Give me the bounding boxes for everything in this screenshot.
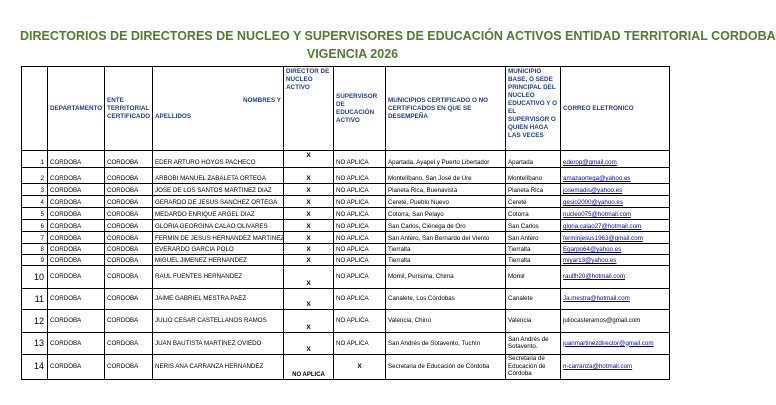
email-link[interactable]: josemadis@yahoo.es: [561, 184, 670, 196]
row-number: 11: [22, 289, 48, 310]
cell-municipios: Momil, Purísima, Chima: [386, 266, 506, 289]
cell-director: X: [284, 333, 334, 355]
header-num: [22, 67, 48, 151]
cell-director: X: [284, 168, 334, 184]
cell-supervisor: NO APLICA: [334, 151, 386, 168]
header-nombres: NOMBRES Y: [242, 96, 281, 104]
header-correo: CORREO ELETRONICO: [561, 67, 670, 151]
cell-departamento: CORDOBA: [48, 333, 105, 355]
cell-correo: juliocasteramos@gmail.com: [561, 310, 670, 333]
email-link[interactable]: raulfh20@hotmail.com: [561, 266, 670, 289]
cell-director: X: [284, 220, 334, 232]
cell-municipios: San Antero, San Bernardo del Viento: [386, 232, 506, 244]
cell-ente: CORDOBA: [105, 355, 153, 380]
email-link[interactable]: miyar13@yahoo.es: [561, 255, 670, 266]
cell-director: X: [284, 255, 334, 266]
cell-supervisor: NO APLICA: [334, 244, 386, 255]
row-number: 13: [22, 333, 48, 355]
table-row: [22, 289, 670, 310]
cell-departamento: CORDOBA: [48, 289, 105, 310]
cell-municipios: San Carlos, Ciénega de Oro: [386, 220, 506, 232]
cell-municipio-base: Montelíbano: [506, 168, 561, 184]
cell-supervisor: NO APLICA: [334, 310, 386, 333]
cell-departamento: CORDOBA: [48, 168, 105, 184]
row-number: 7: [22, 232, 48, 244]
header-municipio-base: MUNICIPIO BASE, O SEDE PRINCIPAL DEL NUCLEO EDUCATIVO Y O EL SUPERVISOR O QUIEN HAGA LAS VECES: [506, 67, 561, 151]
row-number: 5: [22, 208, 48, 220]
cell-departamento: CORDOBA: [48, 244, 105, 255]
cell-departamento: CORDOBA: [48, 151, 105, 168]
cell-director: X: [284, 289, 334, 310]
header-row: [22, 67, 670, 151]
cell-supervisor: NO APLICA: [334, 220, 386, 232]
header-nombres-apellidos: [153, 67, 284, 151]
cell-ente: CORDOBA: [105, 244, 153, 255]
cell-director: X: [284, 184, 334, 196]
cell-municipio-base: Cereté: [506, 196, 561, 208]
cell-municipios: Apartada, Ayapel y Puerto Libertador: [386, 151, 506, 168]
cell-ente: CORDOBA: [105, 255, 153, 266]
cell-director: X: [284, 151, 334, 168]
row-number: 12: [22, 310, 48, 333]
cell-municipio-base: Canalete: [506, 289, 561, 310]
cell-director: X: [284, 244, 334, 255]
cell-municipios: Tierralta: [386, 255, 506, 266]
header-apellidos: APELLIDOS: [155, 112, 192, 120]
cell-departamento: CORDOBA: [48, 196, 105, 208]
cell-supervisor: NO APLICA: [334, 208, 386, 220]
cell-departamento: CORDOBA: [48, 255, 105, 266]
cell-municipio-base: Planeta Rica: [506, 184, 561, 196]
table-row: [22, 333, 670, 355]
cell-nombre: JOSE DE LOS SANTOS MARTINEZ DIAZ: [153, 184, 284, 196]
cell-supervisor: NO APLICA: [334, 196, 386, 208]
cell-nombre: MEDARDO ENRIQUE ARGEL DIAZ: [153, 208, 284, 220]
header-departamento: DEPARTAMENTO: [48, 67, 105, 151]
row-number: 1: [22, 151, 48, 168]
cell-ente: CORDOBA: [105, 289, 153, 310]
email-link[interactable]: nucleo075@hotmail.com: [561, 208, 670, 220]
cell-municipio-base: Valencia: [506, 310, 561, 333]
cell-nombre: EVERARDO GARCIA POLO: [153, 244, 284, 255]
row-number: 9: [22, 255, 48, 266]
email-link[interactable]: amazaortega@yahoo.es: [561, 168, 670, 184]
cell-director: X: [284, 196, 334, 208]
cell-departamento: CORDOBA: [48, 220, 105, 232]
email-link[interactable]: juanmartinezdirector@gmail.com: [561, 333, 670, 355]
table-row: [22, 255, 670, 266]
row-number: 4: [22, 196, 48, 208]
cell-municipios: Tierralta: [386, 244, 506, 255]
cell-nombre: GERARDO DE JESUS SANCHEZ ORTEGA: [153, 196, 284, 208]
directory-table: [21, 66, 670, 380]
cell-nombre: MIGUEL JIMENEZ HERNANDEZ: [153, 255, 284, 266]
email-link[interactable]: Egarpo64@yahoo.es: [561, 244, 670, 255]
cell-ente: CORDOBA: [105, 232, 153, 244]
email-link[interactable]: Ja.mestra@hotmail.com: [561, 289, 670, 310]
cell-supervisor: NO APLICA: [334, 232, 386, 244]
table-row: [22, 355, 670, 380]
row-number: 6: [22, 220, 48, 232]
row-number: 3: [22, 184, 48, 196]
row-number: 14: [22, 355, 48, 380]
row-number: 8: [22, 244, 48, 255]
cell-municipios: Planeta Rica, Buenavista: [386, 184, 506, 196]
cell-nombre: JUAN BAUTISTA MARTINEZ OVIEDO: [153, 333, 284, 355]
cell-nombre: JULIO CESAR CASTELLANOS RAMOS: [153, 310, 284, 333]
table-row: [22, 151, 670, 168]
cell-municipios: Secretaria de Educación de Córdoba: [386, 355, 506, 380]
email-link[interactable]: gesio2000@yahoo.es: [561, 196, 670, 208]
cell-ente: CORDOBA: [105, 151, 153, 168]
cell-municipio-base: Apartada: [506, 151, 561, 168]
cell-municipio-base: Momil: [506, 266, 561, 289]
table-row: [22, 244, 670, 255]
cell-departamento: CORDOBA: [48, 184, 105, 196]
cell-nombre: RAUL FUENTES HERNANDEZ: [153, 266, 284, 289]
document-title: [20, 27, 776, 63]
table-row: [22, 232, 670, 244]
cell-ente: CORDOBA: [105, 168, 153, 184]
header-ente: ENTE TERRITORIAL CERTIFICADO: [105, 67, 153, 151]
cell-director: X: [284, 208, 334, 220]
cell-municipio-base: Secretaria de Educación de Córdoba: [506, 355, 561, 380]
cell-municipio-base: Tierralta: [506, 244, 561, 255]
cell-ente: CORDOBA: [105, 184, 153, 196]
cell-municipios: San Andrés de Sotavento, Tuchín: [386, 333, 506, 355]
cell-departamento: CORDOBA: [48, 310, 105, 333]
title-line-1: DIRECTORIOS DE DIRECTORES DE NUCLEO Y SUPERVISORES DE EDUCACIÓN ACTIVOS ENTIDAD TERRITORIAL CORDOBA: [20, 29, 776, 43]
cell-supervisor: NO APLICA: [334, 289, 386, 310]
cell-ente: CORDOBA: [105, 220, 153, 232]
cell-director: X: [284, 266, 334, 289]
cell-municipio-base: Cotorra: [506, 208, 561, 220]
cell-ente: CORDOBA: [105, 333, 153, 355]
header-director: DIRECTOR DE NUCLEO ACTIVO: [284, 67, 334, 151]
cell-municipios: Canalete, Los Córdobas: [386, 289, 506, 310]
cell-director: NO APLICA: [284, 355, 334, 380]
table-row: [22, 196, 670, 208]
table-row: [22, 266, 670, 289]
table-row: [22, 220, 670, 232]
table-row: [22, 208, 670, 220]
cell-supervisor: X: [334, 355, 386, 380]
title-line-2: VIGENCIA 2026: [306, 47, 399, 61]
cell-municipios: Montelíbano, San José de Ure: [386, 168, 506, 184]
cell-municipio-base: San Andrés de Sotavento.: [506, 333, 561, 355]
cell-supervisor: NO APLICA: [334, 333, 386, 355]
cell-departamento: CORDOBA: [48, 355, 105, 380]
cell-departamento: CORDOBA: [48, 266, 105, 289]
cell-municipio-base: San Carlos: [506, 220, 561, 232]
cell-ente: CORDOBA: [105, 310, 153, 333]
cell-nombre: JAIME GABRIEL MESTRA PAEZ: [153, 289, 284, 310]
cell-ente: CORDOBA: [105, 196, 153, 208]
cell-municipios: Valencia, Chinú: [386, 310, 506, 333]
cell-nombre: ARBOBI MANUEL ZABALETA ORTEGA: [153, 168, 284, 184]
cell-supervisor: NO APLICA: [334, 255, 386, 266]
cell-supervisor: NO APLICA: [334, 184, 386, 196]
cell-municipio-base: Tierralta: [506, 255, 561, 266]
cell-nombre: NERIS ANA CARRANZA HERNANDEZ: [153, 355, 284, 380]
cell-director: X: [284, 232, 334, 244]
cell-supervisor: NO APLICA: [334, 266, 386, 289]
cell-municipios: Cotorra, San Pelayo: [386, 208, 506, 220]
row-number: 2: [22, 168, 48, 184]
cell-ente: CORDOBA: [105, 208, 153, 220]
email-link[interactable]: ferminjesus1963@gmail.com: [561, 232, 670, 244]
cell-municipio-base: San Antero: [506, 232, 561, 244]
table-row: [22, 184, 670, 196]
table-row: [22, 168, 670, 184]
cell-director: X: [284, 310, 334, 333]
email-link[interactable]: n-carranza@hotmail.com: [561, 355, 670, 380]
header-supervisor: SUPERVISOR DE EDUCACIÓN ACTIVO: [334, 67, 386, 151]
cell-departamento: CORDOBA: [48, 208, 105, 220]
cell-municipios: Cereté, Pueblo Nuevo: [386, 196, 506, 208]
table-row: [22, 310, 670, 333]
cell-nombre: EDER ARTURO HOYOS PACHECO: [153, 151, 284, 168]
cell-nombre: GLORIA GEORGINA CALAO OLIVARES: [153, 220, 284, 232]
cell-supervisor: NO APLICA: [334, 168, 386, 184]
email-link[interactable]: ederop@gmail.com: [561, 151, 670, 168]
header-municipios: MUNICIPIOS CERTIFICADO O NO CERTIFICADOS EN QUE SE DESEMPEÑA: [386, 67, 506, 151]
cell-ente: CORDOBA: [105, 266, 153, 289]
row-number: 10: [22, 266, 48, 289]
cell-nombre: FERMIN DE JESUS HERNANDEZ MARTINEZ: [153, 232, 284, 244]
cell-departamento: CORDOBA: [48, 232, 105, 244]
email-link[interactable]: gloria.calao27@hotmail.com: [561, 220, 670, 232]
